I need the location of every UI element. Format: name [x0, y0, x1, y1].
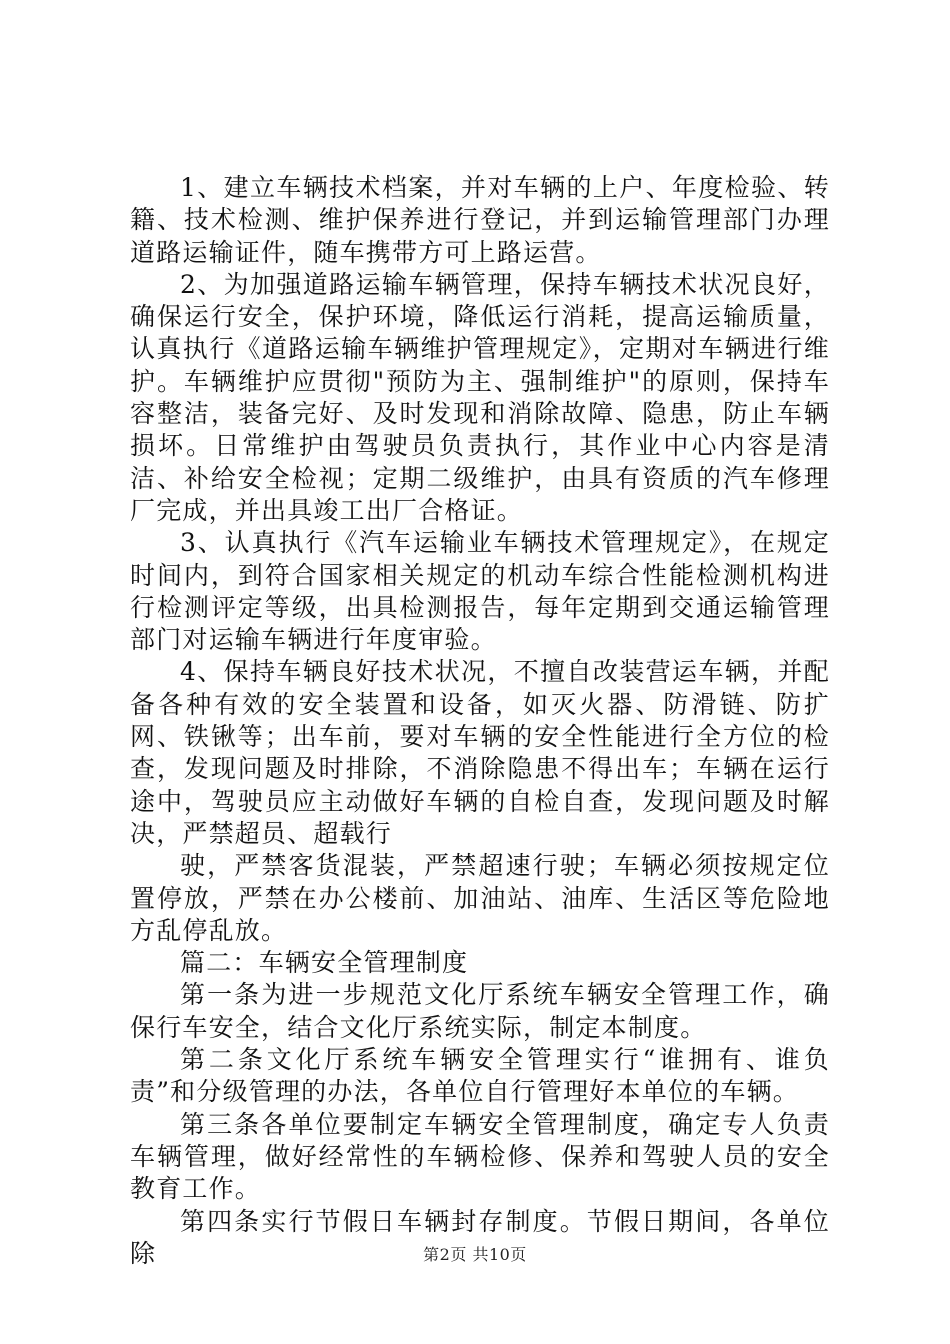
paragraph-item-4-continued: 驶，严禁客货混装，严禁超速行驶；车辆必须按规定位置停放，严禁在办公楼前、加油站、油库、生活区等危险地方乱停乱放。 [130, 851, 830, 945]
page-number-footer: 第2页 共10页 [423, 1245, 527, 1264]
article-2: 第二条文化厅系统车辆安全管理实行“谁拥有、谁负责”和分级管理的办法，各单位自行管理好本单位的车辆。 [130, 1045, 830, 1107]
paragraph-item-1: 1、建立车辆技术档案，并对车辆的上户、年度检验、转籍、技术检测、维护保养进行登记，并到运输管理部门办理道路运输证件，随车携带方可上路运营。 [130, 173, 830, 267]
document-body [130, 172, 830, 1270]
article-3: 第三条各单位要制定车辆安全管理制度，确定专人负责车辆管理，做好经常性的车辆检修、保养和驾驶人员的安全教育工作。 [130, 1109, 830, 1204]
paragraph-item-4: 4、保持车辆良好技术状况，不擅自改装营运车辆，并配备各种有效的安全装置和设备，如灭火器、防滑链、防扩网、铁锹等；出车前，要对车辆的安全性能进行全方位的检查，发现问题及时排除，不消除隐患不得出车；车辆在运行途中，驾驶员应主动做好车辆的自检自查，发现问题及时解决，严禁超员、超载行 [130, 657, 830, 848]
paragraph-item-2: 2、为加强道路运输车辆管理，保持车辆技术状况良好，确保运行安全，保护环境，降低运行消耗，提高运输质量，认真执行《道路运输车辆维护管理规定》，定期对车辆进行维护。车辆维护应贯彻"预防为主、强制维护"的原则，保持车容整洁，装备完好、及时发现和消除故障、隐患，防止车辆损坏。日常维护由驾驶员负责执行，其作业中心内容是清洁、补给安全检视；定期二级维护，由具有资质的汽车修理厂完成，并出具竣工出厂合格证。 [130, 269, 830, 525]
section-heading: 篇二：车辆安全管理制度 [180, 948, 469, 978]
paragraph-item-3: 3、认真执行《汽车运输业车辆技术管理规定》，在规定时间内，到符合国家相关规定的机动车综合性能检测机构进行检测评定等级，出具检测报告，每年定期到交通运输管理部门对运输车辆进行年度审验。 [130, 528, 830, 655]
article-4: 第四条实行节假日车辆封存制度。节假日期间，各单位除 [130, 1206, 830, 1268]
article-1: 第一条为进一步规范文化厅系统车辆安全管理工作，确保行车安全，结合文化厅系统实际，制定本制度。 [130, 980, 830, 1042]
